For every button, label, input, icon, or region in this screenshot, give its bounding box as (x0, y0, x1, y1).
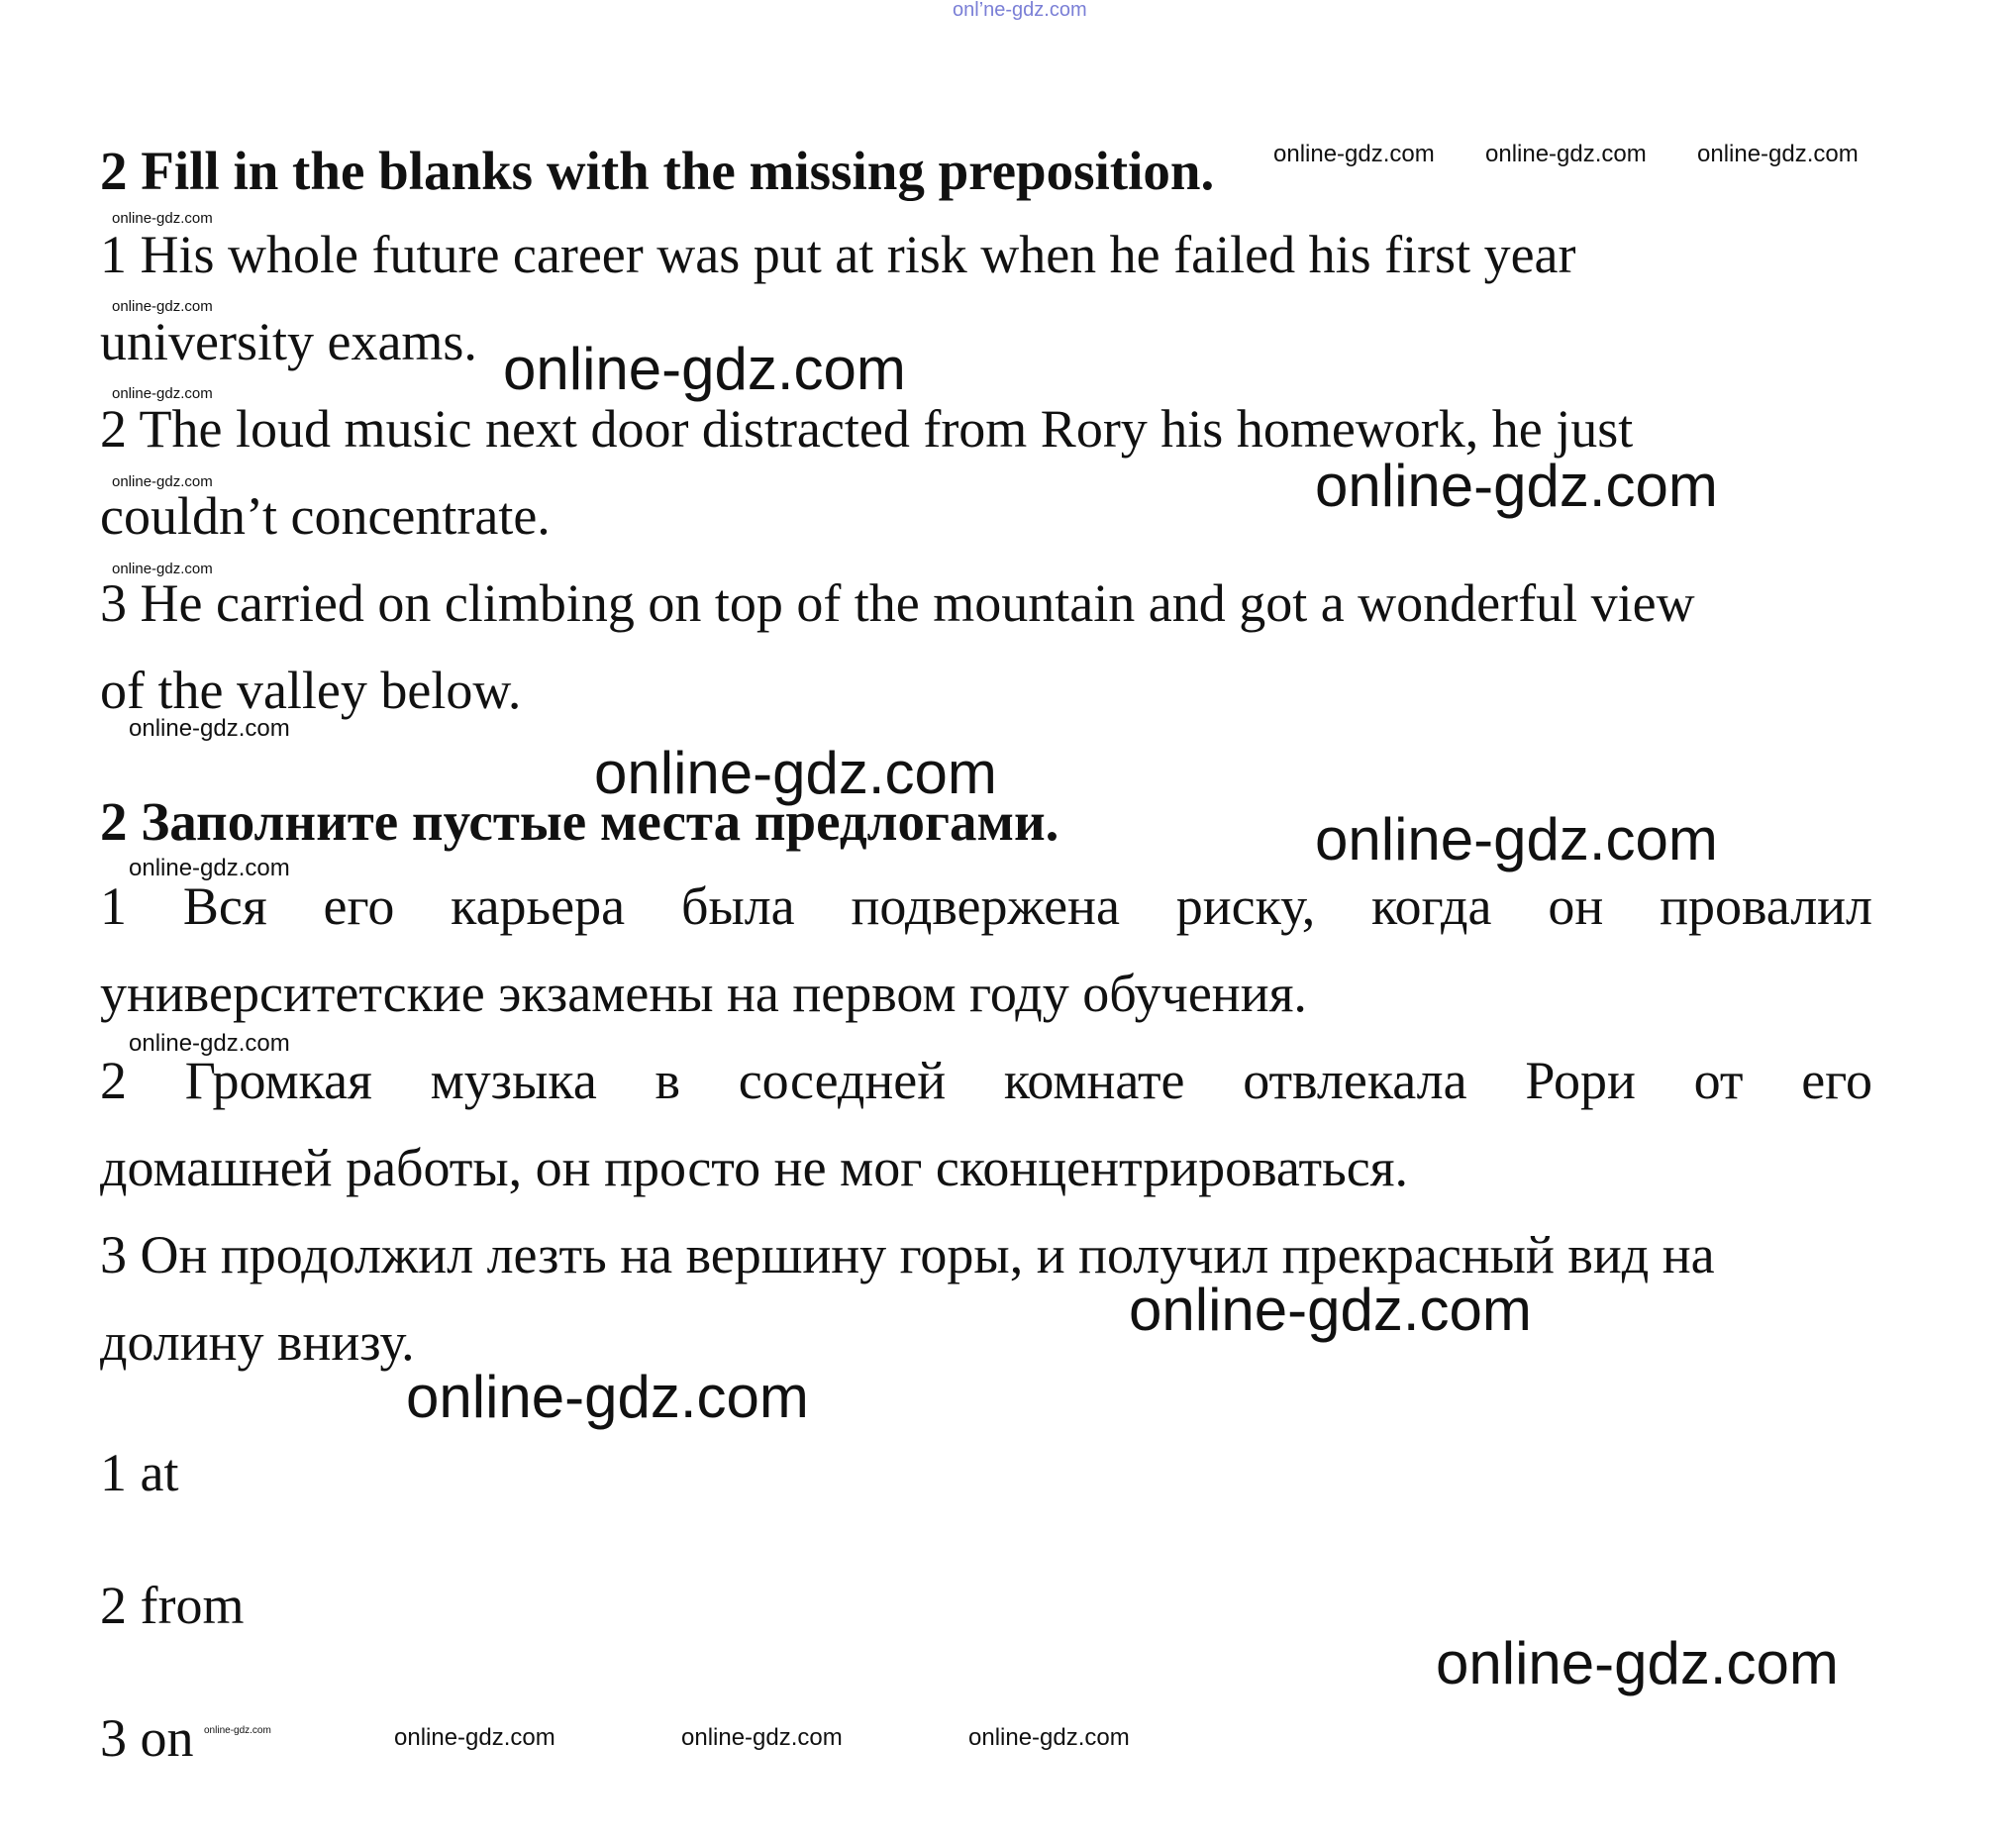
watermark: online-gdz.com (112, 473, 213, 490)
watermark: online-gdz.com (1485, 141, 1647, 167)
sentence-line: 3 Он продолжил лезть на вершину горы, и получил прекрасный вид на (100, 1225, 1715, 1284)
watermark: online-gdz.com (681, 1724, 843, 1751)
watermark: online-gdz.com (112, 210, 213, 227)
watermark: online-gdz.com (129, 715, 290, 742)
sentence-line: долину внизу. (100, 1312, 415, 1372)
sentence-line: 2 Громкая музыка в соседней комнате отвлекала Рори от его (100, 1051, 1872, 1110)
sentence-line: университетские экзамены на первом году обучения. (100, 964, 1307, 1023)
watermark: online-gdz.com (129, 855, 290, 881)
watermark: online-gdz.com (406, 1364, 809, 1430)
watermark: online-gdz.com (112, 561, 213, 577)
sentence-line: 2 The loud music next door distracted from Rory his homework, he just (100, 399, 1634, 459)
answer-line: 3 on (100, 1708, 194, 1768)
sentence-line: домашней работы, он просто не мог сконцентрироваться. (100, 1138, 1409, 1197)
watermark: online-gdz.com (1697, 141, 1859, 167)
watermark: online-gdz.com (1315, 453, 1718, 519)
sentence-line: university exams. (100, 312, 477, 371)
sentence-line: couldn’t concentrate. (100, 486, 551, 546)
watermark: online-gdz.com (1436, 1630, 1839, 1696)
watermark: online-gdz.com (112, 385, 213, 402)
sentence-line: 3 He carried on climbing on top of the mountain and got a wonderful view (100, 573, 1695, 633)
watermark: online-gdz.com (594, 740, 997, 806)
sentence-line: of the valley below. (100, 661, 522, 720)
watermark: onl’ne-gdz.com (953, 0, 1087, 21)
answer-line: 2 from (100, 1576, 245, 1635)
watermark: online-gdz.com (1129, 1277, 1532, 1343)
watermark: online-gdz.com (112, 298, 213, 315)
watermark: online-gdz.com (503, 336, 906, 402)
sentence-line: 1 Вся его карьера была подвержена риску, когда он провалил (100, 876, 1872, 936)
exercise-title-ru: 2 Заполните пустые места предлогами. (100, 791, 1059, 852)
watermark: online-gdz.com (1315, 806, 1718, 872)
answer-line: 1 at (100, 1443, 179, 1502)
watermark: online-gdz.com (204, 1725, 271, 1736)
exercise-title-en: 2 Fill in the blanks with the missing preposition. (100, 141, 1215, 201)
watermark: online-gdz.com (968, 1724, 1130, 1751)
watermark: online-gdz.com (1273, 141, 1435, 167)
sentence-line: 1 His whole future career was put at risk when he failed his first year (100, 225, 1576, 284)
watermark: online-gdz.com (394, 1724, 555, 1751)
watermark: online-gdz.com (129, 1030, 290, 1057)
